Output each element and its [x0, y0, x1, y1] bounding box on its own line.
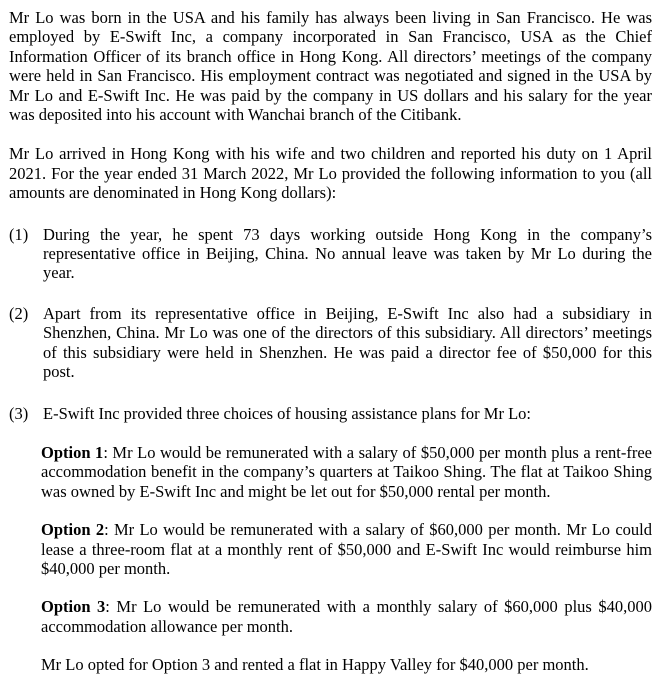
list-item-text: E-Swift Inc provided three choices of housing assistance plans for Mr Lo:: [43, 403, 531, 423]
intro-paragraph: Mr Lo was born in the USA and his family has always been living in San Francisco. He was employed by E-Swift Inc, a company incorporated in San Francisco, USA as the Chief Information Officer of its branch office in Hong Kong. All directors’ meetings of the company were held in San Francisco. His employment contract was negotiated and signed in the USA by Mr Lo and E-Swift Inc. He was paid by the company in US dollars and his salary for the year was deposited into his account with Wanchai branch of the Citibank.: [9, 8, 652, 125]
option-text: : Mr Lo would be remunerated with a salary of $50,000 per month plus a rent-free accommodation benefit in the company’s quarters at Taikoo Shing. The flat at Taikoo Shing was owned by E-Swift Inc and might be let out for $50,000 rental per month.: [41, 442, 652, 501]
option-2: [41, 520, 652, 578]
list-item-number: (2): [9, 303, 29, 323]
list-item-text: Apart from its representative office in Beijing, E-Swift Inc also had a subsidiary in Shenzhen, China. Mr Lo was one of the directors of this subsidiary. All directors’ meetings of this subsidiary were held in Shenzhen. He was paid a director fee of $50,000 for this post.: [43, 303, 652, 382]
final-statement: Mr Lo opted for Option 3 and rented a flat in Happy Valley for $40,000 per month.: [41, 655, 589, 675]
option-1: [41, 443, 652, 501]
option-label: Option 3: [41, 597, 106, 617]
housing-options: [9, 443, 652, 636]
option-text: : Mr Lo would be remunerated with a salary of $60,000 per month. Mr Lo could lease a three-room flat at a monthly rent of $50,000 and E-Swift Inc would reimburse him $40,000 per month.: [41, 520, 652, 578]
option-text: : Mr Lo would be remunerated with a monthly salary of $60,000 plus $40,000 accommodation allowance per month.: [41, 597, 652, 636]
list-item-number: (1): [9, 224, 29, 244]
list-item-2: [9, 304, 652, 382]
arrival-paragraph: Mr Lo arrived in Hong Kong with his wife and two children and reported his duty on 1 April 2021. For the year ended 31 March 2022, Mr Lo provided the following information to you (all amounts are denominated in Hong Kong dollars):: [9, 144, 652, 203]
list-item-1: [9, 225, 652, 283]
list-item-number: (3): [9, 403, 29, 423]
option-3: [41, 597, 652, 636]
list-item-text: During the year, he spent 73 days working outside Hong Kong in the company’s representative office in Beijing, China. No annual leave was taken by Mr Lo during the year.: [43, 224, 652, 283]
option-label: Option 2: [41, 520, 105, 540]
option-label: Option 1: [41, 442, 104, 462]
list-item-3: [9, 404, 652, 423]
